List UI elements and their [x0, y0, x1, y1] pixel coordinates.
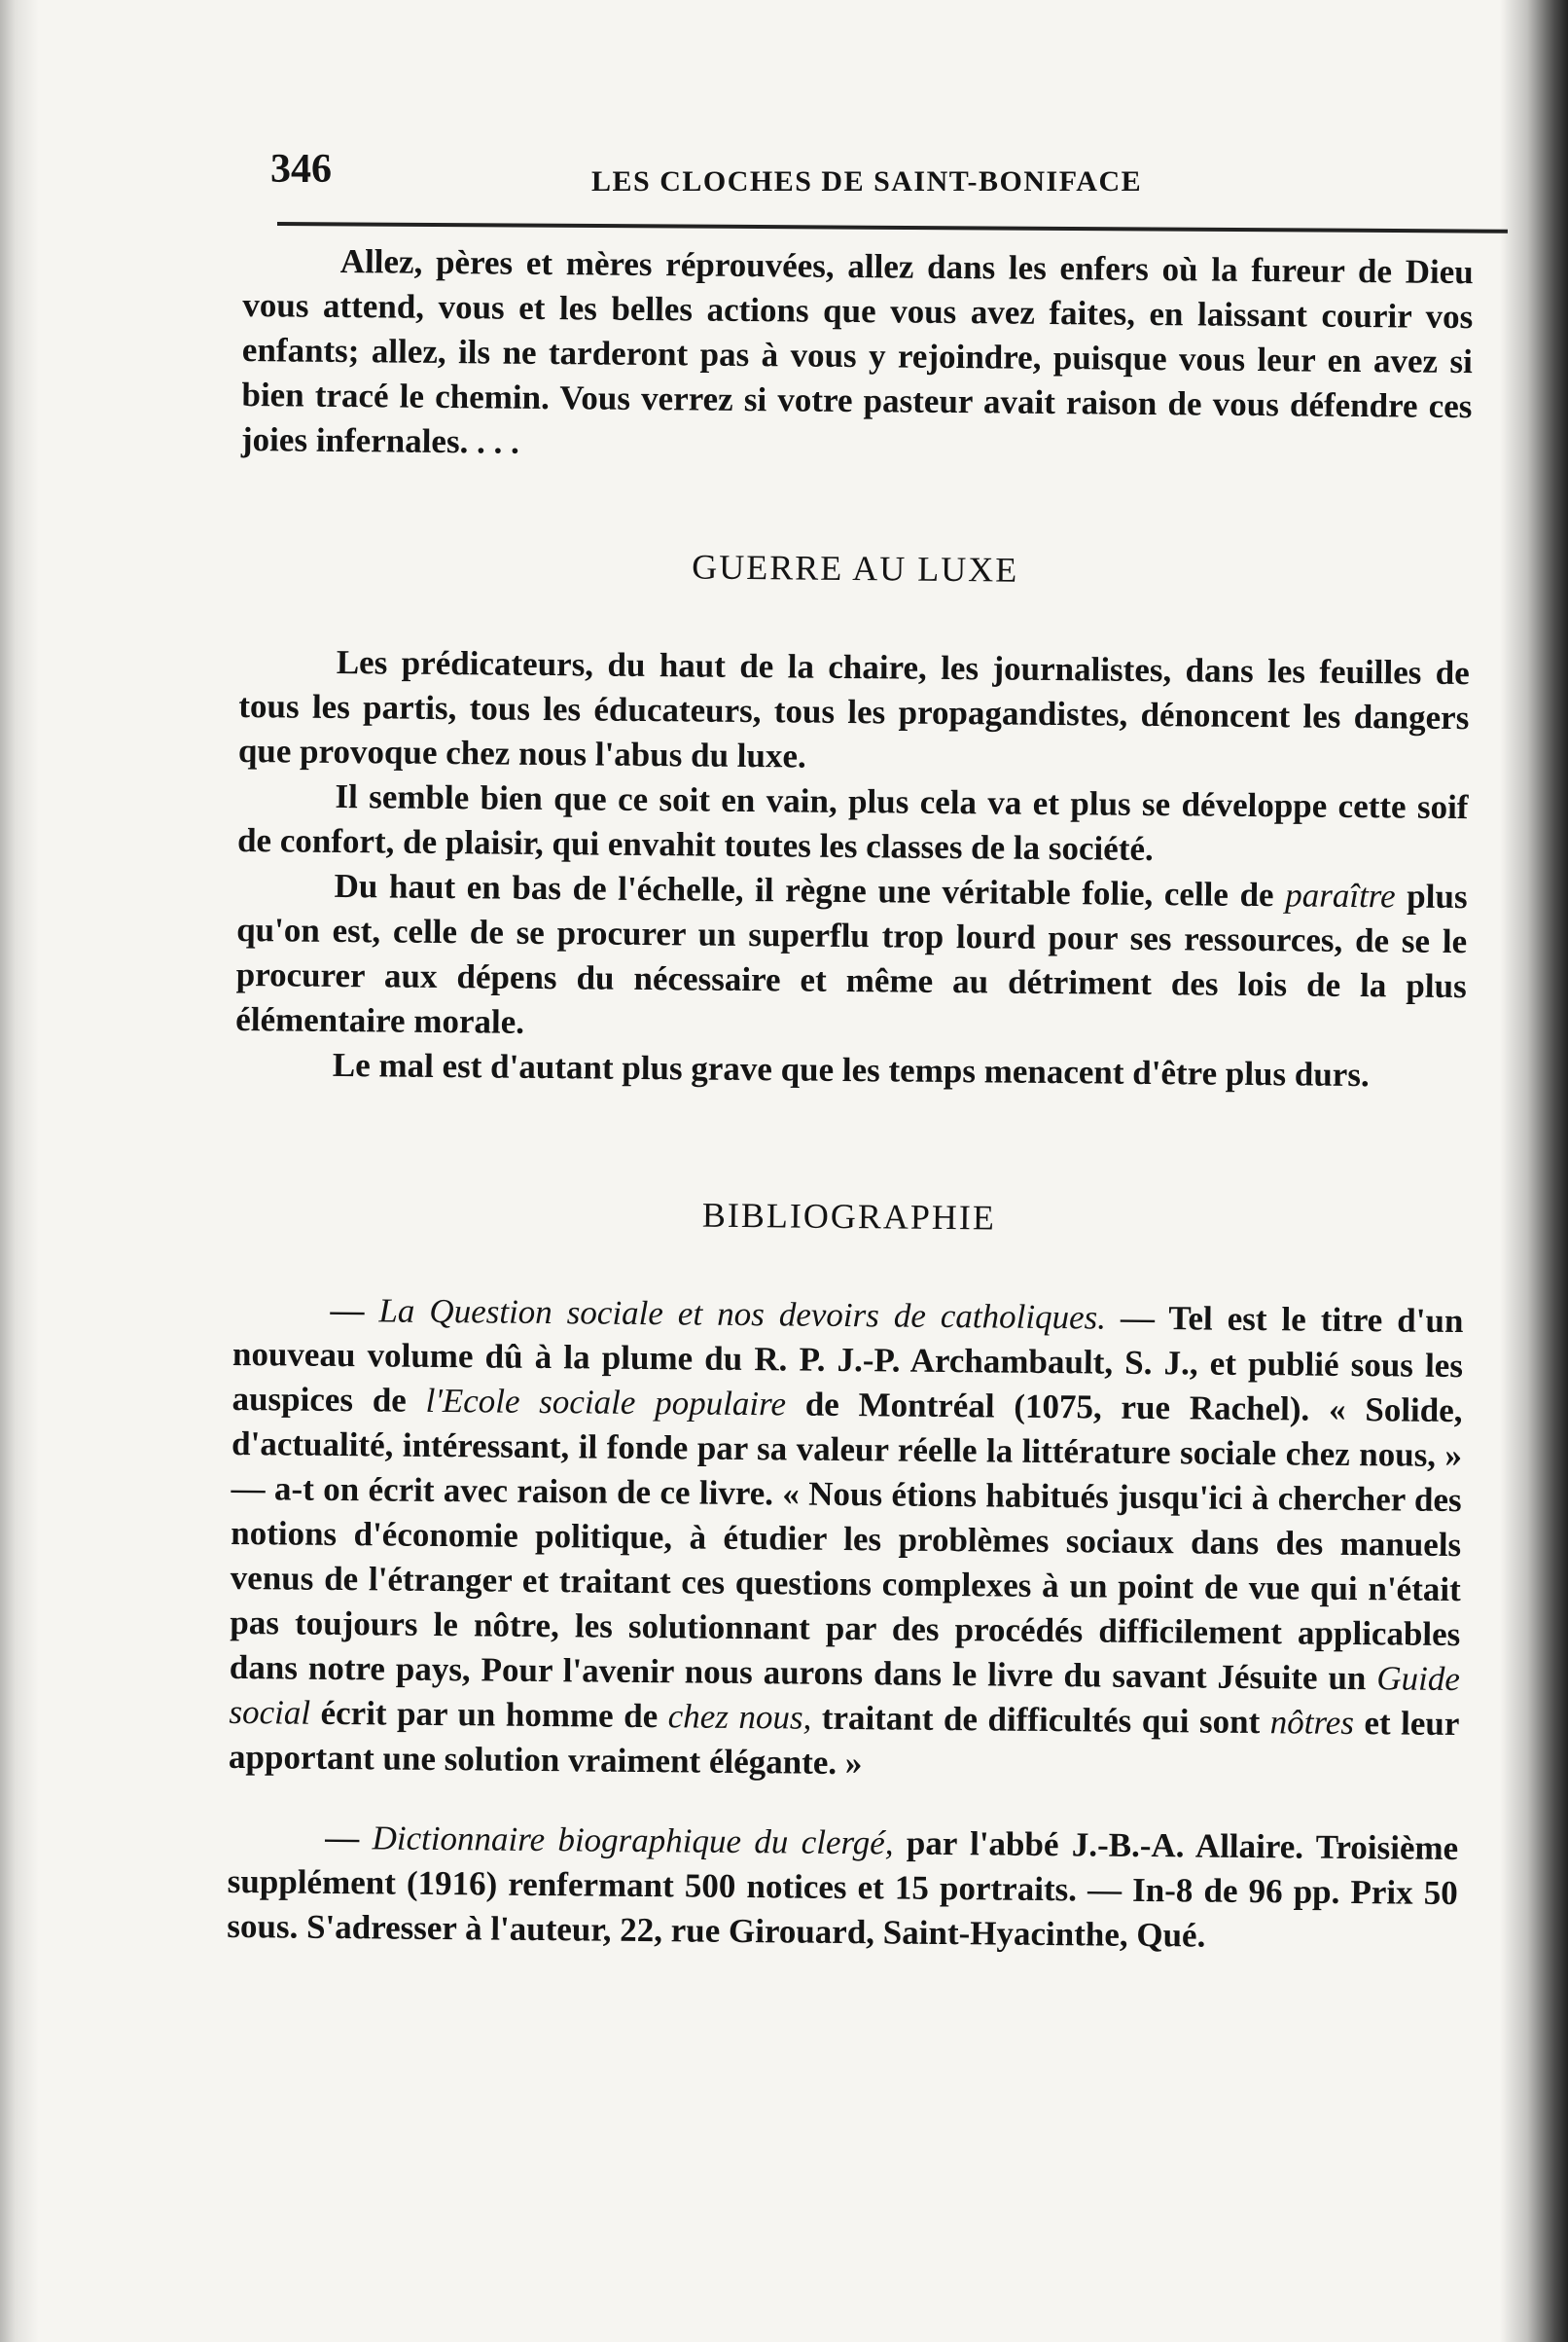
guerre-paragraph-4: Le mal est d'autant plus grave que les temps menacent d'être plus durs. [332, 1045, 1370, 1095]
entry1-text-2: de Montréal (1075, rue Rachel). « Solide, d'actualité, intéressant, il fonde par sa valeur réelle la littérature sociale chez nous, » — a-t on écrit avec raison de ce livre. « Nous étions habitués jusqu'ici à chercher des notions d'économie politique, à étudier les problèmes sociaux dans des manuels venus de l'étranger et traitant ces questions complexes à un point de vue qui n'était pas toujours le nôtre, les solutionnant par des procédés difficilement applicables dans notre pays, Pour l'avenir nous aurons dans le livre du savant Jésuite un [229, 1385, 1463, 1698]
entry1-italic-4: chez nous, [667, 1697, 812, 1737]
guerre-p3-end: plus qu'on est, celle de se procurer un superflu trop lourd pour ses ressources, de se le procurer aux dépens du nécessaire et même au détriment des lois de la plus élémentaire morale. [235, 877, 1468, 1041]
intro-paragraph: Allez, pères et mères réprouvées, allez dans les enfers où la fureur de Dieu vous attend, vous et les belles actions que vous avez faites, en laissant courir vos enfants; allez, ils ne tarderont pas à vous y rejoindre, puisque vous leur en avez si bien tracé le chemin. Vous verrez si votre pasteur avait raison de vous défendre ces joies infernales. . . . [240, 241, 1474, 461]
entry2-text: par l'abbé J.-B.-A. Allaire. Troisième supplément (1916) renfermant 500 notices et 15 portraits. — In-8 de 96 pp. Prix 50 sous. S'adresser à l'auteur, 22, rue Girouard, Saint-Hyacinthe, Qué. [227, 1823, 1459, 1955]
entry1-italic-5: nôtres [1269, 1703, 1355, 1743]
entry2-dash: — [325, 1818, 373, 1857]
section-title-guerre: GUERRE AU LUXE [692, 547, 1019, 590]
guerre-paragraph-3 [235, 863, 1468, 1054]
bibliography-entry-1 [229, 1287, 1464, 1791]
guerre-paragraph-2: Il semble bien que ce soit en vain, plus cela va et plus se développe cette soif de confort, de plaisir, qui envahit toutes les classes de la société. [236, 776, 1469, 869]
entry1-italic-3: Guide social [229, 1659, 1461, 1732]
page-header [270, 146, 1496, 214]
entry1-text-1: — Tel est le titre d'un nouveau volume dû à la plume du R. P. J.-P. Archambault, S. J., et publié sous les auspices de [232, 1298, 1464, 1420]
section-title-bibliographie: BIBLIOGRAPHIE [701, 1195, 997, 1238]
entry1-text-5: et leur apportant une solution vraiment élégante. » [228, 1704, 1460, 1783]
page-number: 346 [270, 147, 332, 192]
entry1-text-4: traitant de difficultés qui sont [811, 1698, 1270, 1742]
page-left-edge-shadow [0, 0, 39, 2342]
entry1-dash: — [330, 1290, 379, 1330]
entry1-text-3: écrit par un homme de [309, 1693, 668, 1736]
bibliography-entry-2 [227, 1815, 1458, 1961]
guerre-p3-start: Du haut en bas de l'échelle, il règne une véritable folie, celle de [334, 866, 1286, 915]
guerre-paragraph-1: Les prédicateurs, du haut de la chaire, les journalistes, dans les feuilles de tous les partis, tous les éducateurs, tous les propagandistes, dénoncent les dangers que provoque chez nous l'abus du luxe. [237, 642, 1470, 775]
guerre-p3-italic: paraître [1285, 876, 1396, 916]
entry1-title: La Question sociale et nos devoirs de catholiques. [378, 1291, 1107, 1337]
entry1-italic-2: l'Ecole sociale populaire [425, 1381, 787, 1423]
entry2-title: Dictionnaire biographique du clergé, [372, 1819, 894, 1862]
page-content [227, 238, 1474, 1961]
running-title: LES CLOCHES DE SAINT-BONIFACE [591, 165, 1143, 198]
header-rule [277, 222, 1508, 234]
page-gutter-shadow [1500, 0, 1568, 2342]
